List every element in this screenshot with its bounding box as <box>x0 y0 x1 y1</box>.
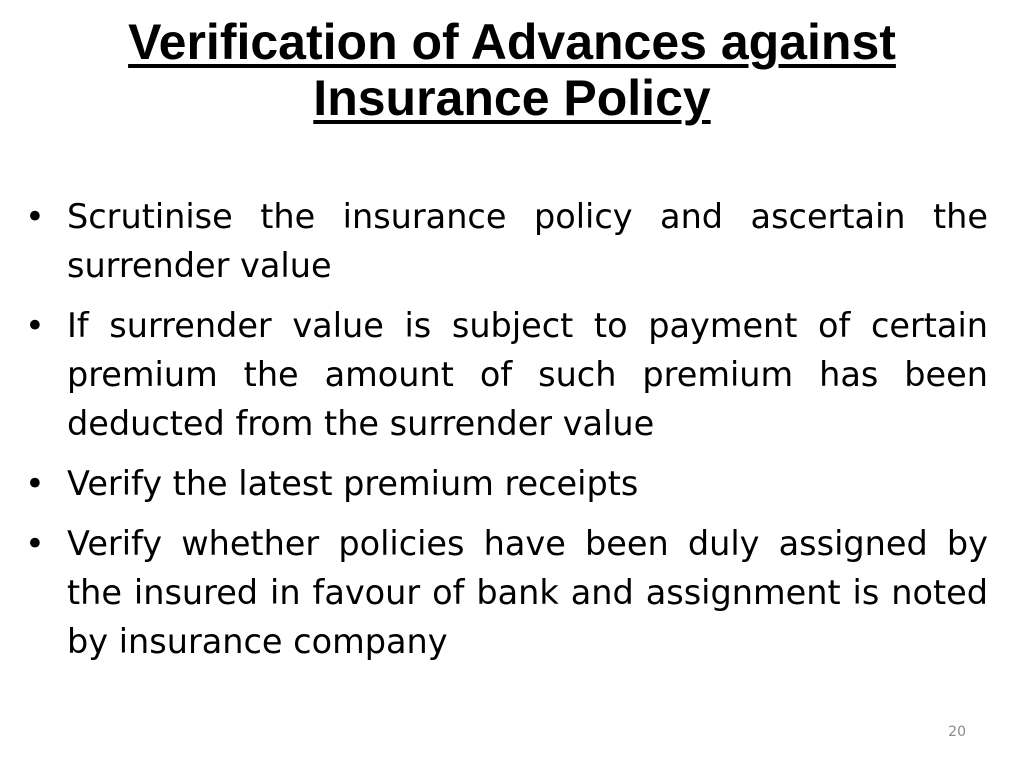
bullet-text: Verify whether policies have been duly assigned by the insured in favour of bank and assignment is noted by insurance company <box>67 524 988 661</box>
slide-title <box>30 14 994 126</box>
bullet-icon: • <box>25 524 45 563</box>
bullet-item <box>22 519 988 666</box>
bullet-icon: • <box>25 197 45 236</box>
bullet-list <box>22 192 988 677</box>
slide-title-line-2: Insurance Policy <box>313 70 711 126</box>
bullet-text: Scrutinise the insurance policy and ascertain the surrender value <box>67 197 988 285</box>
bullet-icon: • <box>25 306 45 345</box>
bullet-item <box>22 459 988 508</box>
bullet-icon: • <box>25 464 45 503</box>
bullet-text: Verify the latest premium receipts <box>67 464 639 503</box>
slide-title-line-1: Verification of Advances against <box>128 14 896 70</box>
bullet-item <box>22 301 988 448</box>
bullet-item <box>22 192 988 290</box>
bullet-text: If surrender value is subject to payment of certain premium the amount of such premium has been deducted from the surrender value <box>67 306 988 443</box>
page-number: 20 <box>948 724 966 740</box>
